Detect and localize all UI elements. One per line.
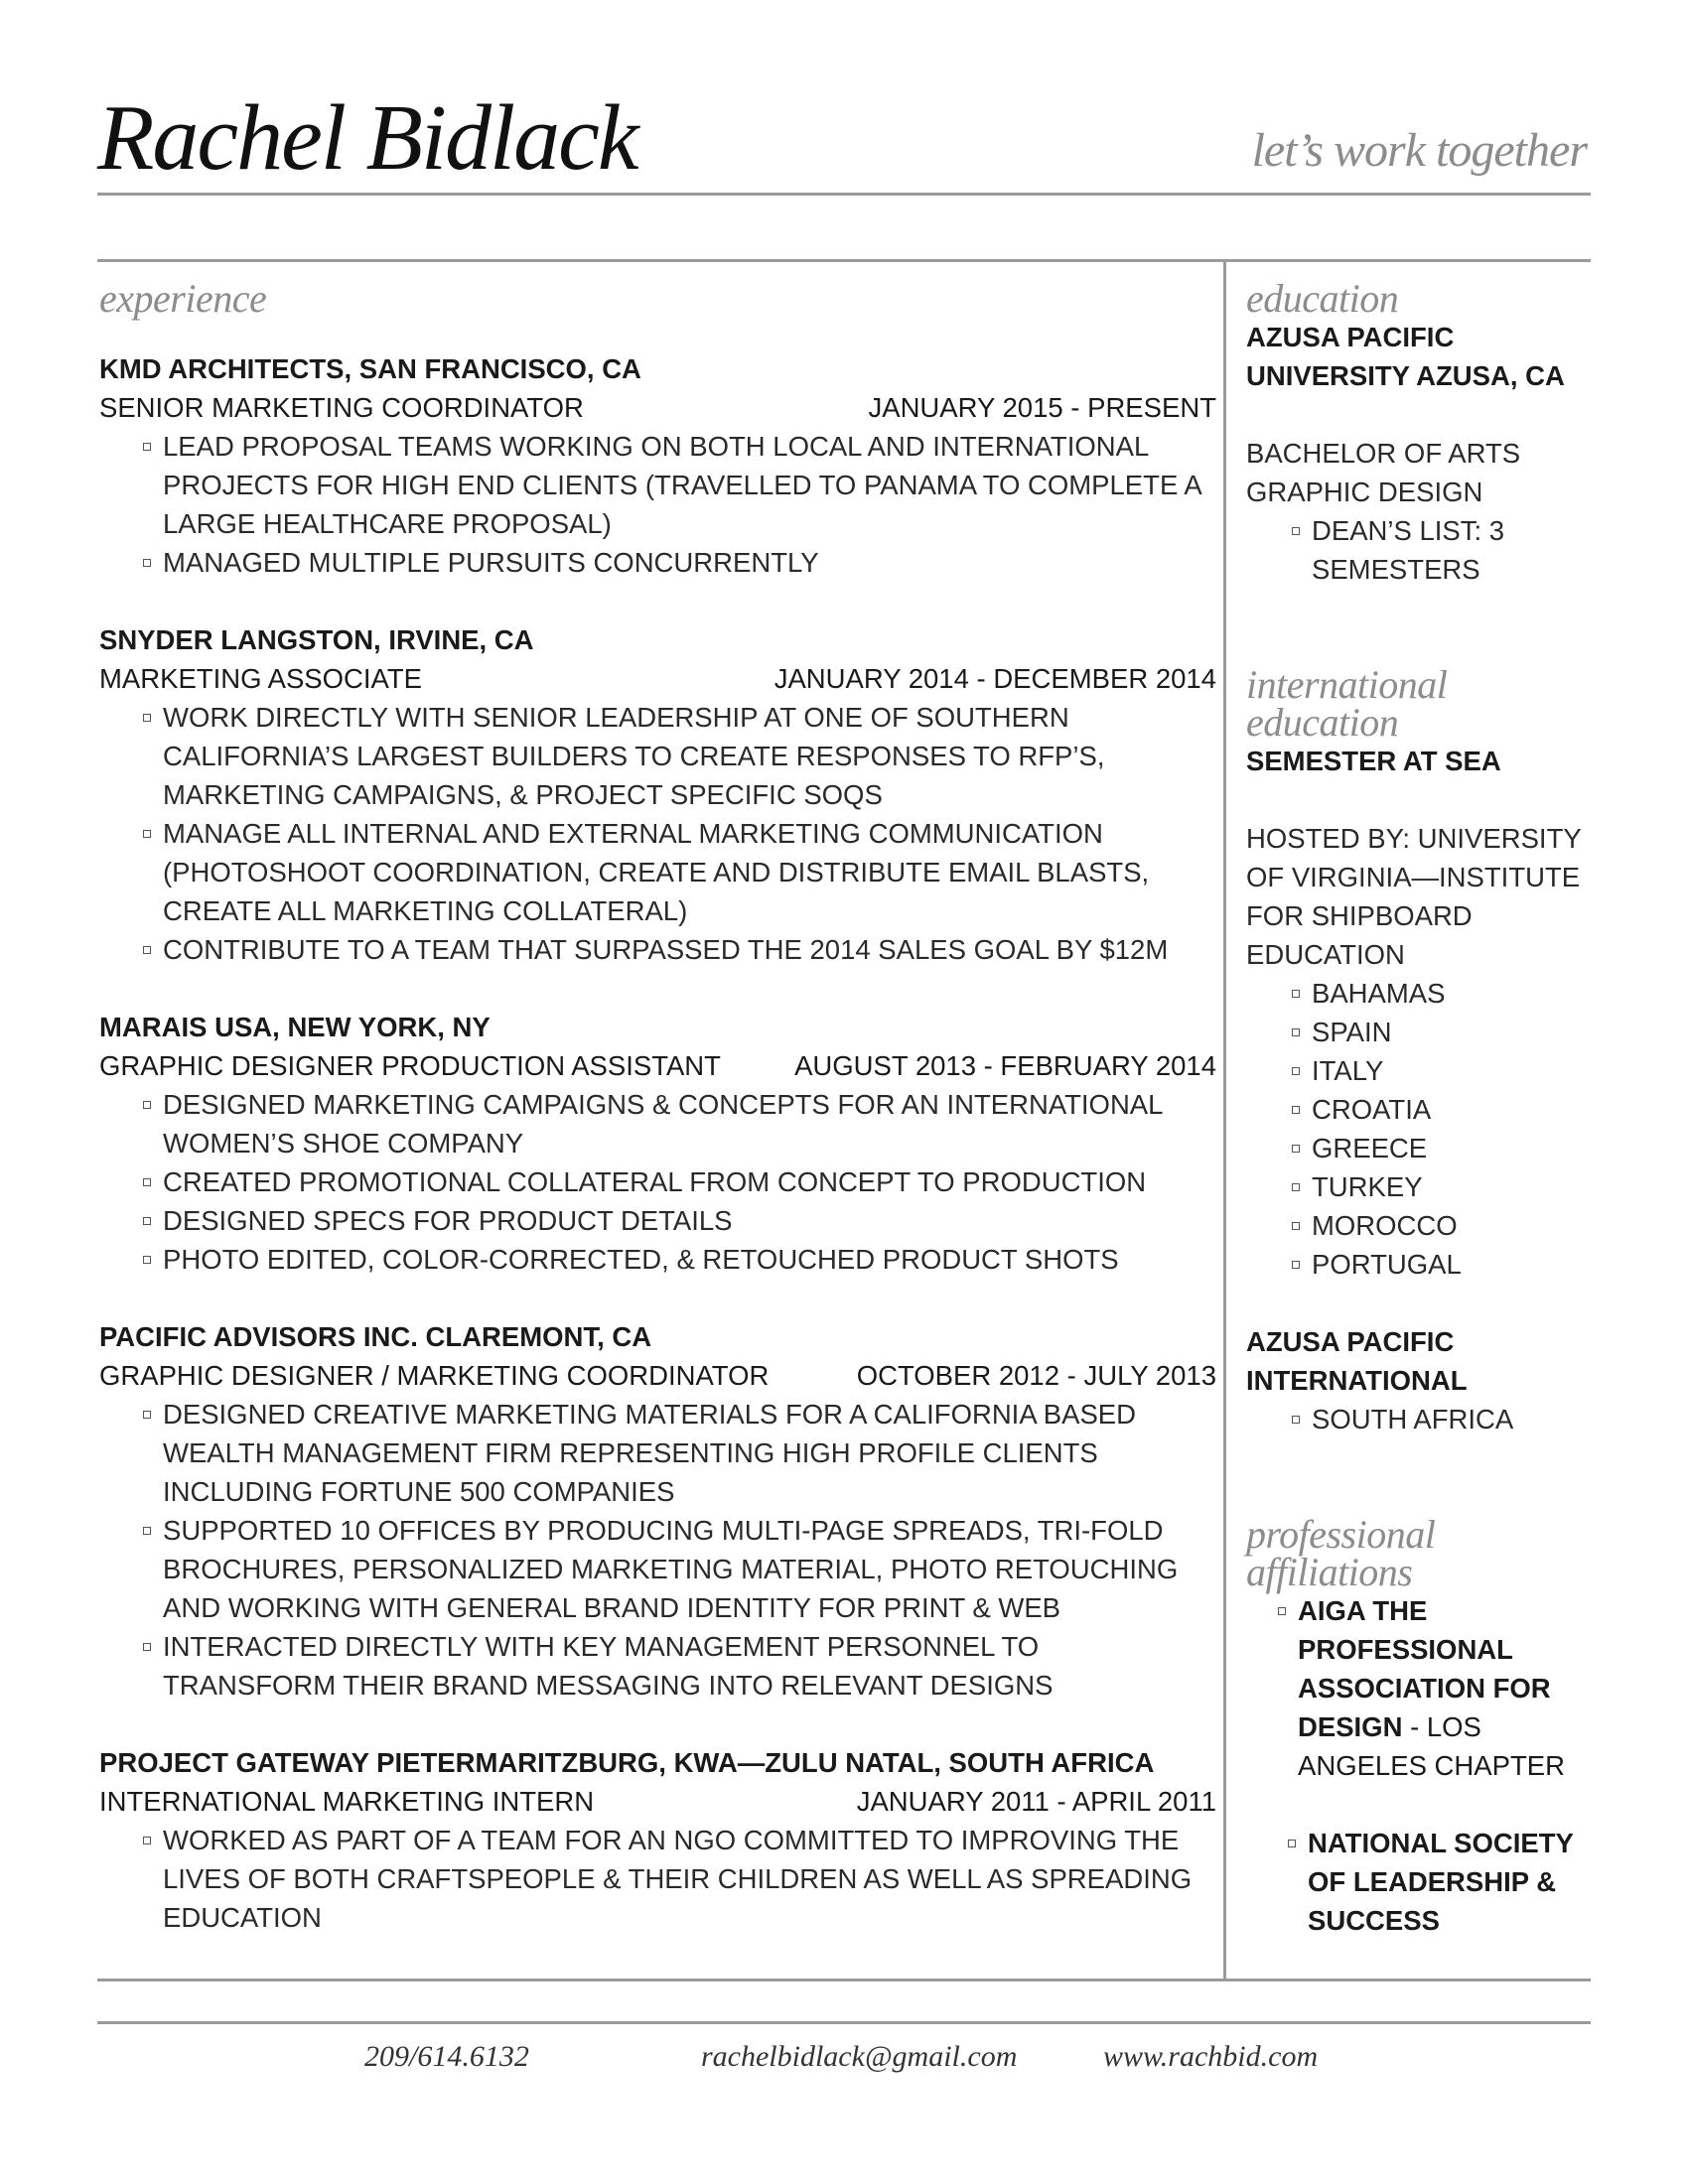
list-item: TURKEY (1290, 1167, 1594, 1206)
education-honors (1246, 511, 1594, 589)
affiliation-nsls (1246, 1824, 1594, 1940)
job-entry (99, 1008, 1216, 1279)
list-item: INTERACTED DIRECTLY WITH KEY MANAGEMENT PERSONNEL TO TRANSFORM THEIR BRAND MESSAGING INTO RELEVANT DESIGNS (141, 1627, 1216, 1705)
job-dates: JANUARY 2011 - APRIL 2011 (856, 1786, 1216, 1817)
list-item: GREECE (1290, 1129, 1594, 1167)
job-entry (99, 620, 1216, 969)
international-heading-line2: education (1246, 700, 1399, 745)
job-duties (99, 1821, 1216, 1937)
international-program-2: AZUSA PACIFIC INTERNATIONAL (1246, 1326, 1468, 1396)
email-link[interactable]: rachelbidlack@gmail.com (701, 2040, 1018, 2073)
job-company: KMD ARCHITECTS, SAN FRANCISCO, CA (99, 353, 641, 384)
body-bottom-divider (97, 1979, 1591, 1981)
international-host: HOSTED BY: UNIVERSITY OF VIRGINIA—INSTITUTE FOR SHIPBOARD EDUCATION (1246, 823, 1582, 970)
job-dates: JANUARY 2015 - PRESENT (868, 392, 1216, 423)
list-item: DESIGNED CREATIVE MARKETING MATERIALS FOR A CALIFORNIA BASED WEALTH MANAGEMENT FIRM REPRESENTING HIGH PROFILE CLIENTS INCLUDING FORTUNE 500 COMPANIES (141, 1395, 1216, 1511)
list-item: ITALY (1290, 1051, 1594, 1090)
job-duties (99, 1085, 1216, 1279)
list-item: PHOTO EDITED, COLOR-CORRECTED, & RETOUCHED PRODUCT SHOTS (141, 1240, 1216, 1279)
list-item: MANAGED MULTIPLE PURSUITS CONCURRENTLY (141, 543, 1216, 582)
contact-footer (0, 2040, 1688, 2080)
list-item: CROATIA (1290, 1090, 1594, 1129)
footer-divider (97, 2021, 1591, 2024)
affiliations-heading-line2: affiliations (1246, 1550, 1413, 1594)
experience-heading: experience (99, 276, 267, 321)
job-company: MARAIS USA, NEW YORK, NY (99, 1012, 491, 1042)
job-company: SNYDER LANGSTON, IRVINE, CA (99, 624, 534, 655)
list-item: BAHAMAS (1290, 974, 1594, 1013)
affiliation-nsls-name: NATIONAL SOCIETY OF LEADERSHIP & SUCCESS (1288, 1824, 1594, 1940)
affiliation-aiga (1246, 1591, 1594, 1785)
list-item: WORKED AS PART OF A TEAM FOR AN NGO COMMITTED TO IMPROVING THE LIVES OF BOTH CRAFTSPEOPLE & THEIR CHILDREN AS WELL AS SPREADING EDUCATION (141, 1821, 1216, 1937)
header-divider (97, 193, 1591, 196)
job-company: PROJECT GATEWAY PIETERMARITZBURG, KWA—ZULU NATAL, SOUTH AFRICA (99, 1747, 1155, 1778)
country-list-2 (1246, 1400, 1594, 1438)
tagline: let’s work together (1251, 124, 1587, 177)
list-item: DEAN’S LIST: 3 SEMESTERS (1290, 511, 1594, 589)
job-title: GRAPHIC DESIGNER / MARKETING COORDINATOR (99, 1360, 770, 1391)
job-list (99, 349, 1216, 1937)
affiliations-heading-line1: professional (1246, 1512, 1436, 1557)
list-item: PORTUGAL (1290, 1245, 1594, 1284)
affiliation-aiga-chapter: - LOS ANGELES CHAPTER (1298, 1711, 1565, 1781)
job-dates: JANUARY 2014 - DECEMBER 2014 (774, 663, 1216, 694)
list-item: SOUTH AFRICA (1290, 1400, 1594, 1438)
list-item: SUPPORTED 10 OFFICES BY PRODUCING MULTI-PAGE SPREADS, TRI-FOLD BROCHURES, PERSONALIZED MARKETING MATERIAL, PHOTO RETOUCHING AND WORKING WITH GENERAL BRAND IDENTITY FOR PRINT & WEB (141, 1511, 1216, 1627)
list-item: CONTRIBUTE TO A TEAM THAT SURPASSED THE 2014 SALES GOAL BY $12M (141, 930, 1216, 969)
job-title: GRAPHIC DESIGNER PRODUCTION ASSISTANT (99, 1050, 721, 1081)
job-role-row (99, 1046, 1216, 1085)
body-top-divider (97, 259, 1591, 262)
job-entry (99, 349, 1216, 582)
job-title: MARKETING ASSOCIATE (99, 663, 422, 694)
job-dates: AUGUST 2013 - FEBRUARY 2014 (794, 1050, 1216, 1081)
job-duties (99, 698, 1216, 969)
list-item: LEAD PROPOSAL TEAMS WORKING ON BOTH LOCAL AND INTERNATIONAL PROJECTS FOR HIGH END CLIENTS (TRAVELLED TO PANAMA TO COMPLETE A LARGE HEALTHCARE PROPOSAL) (141, 427, 1216, 543)
job-entry (99, 1743, 1216, 1937)
job-role-row (99, 659, 1216, 698)
list-item: DESIGNED SPECS FOR PRODUCT DETAILS (141, 1201, 1216, 1240)
list-item: WORK DIRECTLY WITH SENIOR LEADERSHIP AT ONE OF SOUTHERN CALIFORNIA’S LARGEST BUILDERS TO CREATE RESPONSES TO RFP’S, MARKETING CAMPAIGNS, & PROJECT SPECIFIC SOQS (141, 698, 1216, 814)
education-degree: BACHELOR OF ARTS GRAPHIC DESIGN (1246, 438, 1521, 507)
job-role-row (99, 1782, 1216, 1821)
list-item: SPAIN (1290, 1013, 1594, 1051)
job-title: INTERNATIONAL MARKETING INTERN (99, 1786, 595, 1817)
country-list (1246, 974, 1594, 1284)
international-program: SEMESTER AT SEA (1246, 746, 1501, 776)
job-dates: OCTOBER 2012 - JULY 2013 (856, 1360, 1216, 1391)
job-title: SENIOR MARKETING COORDINATOR (99, 392, 584, 423)
affiliation-aiga-name: AIGA THE PROFESSIONAL ASSOCIATION FOR DESIGN (1298, 1595, 1551, 1742)
international-heading-line1: international (1246, 662, 1448, 707)
list-item: MOROCCO (1290, 1206, 1594, 1245)
job-entry (99, 1317, 1216, 1705)
resume-name: Rachel Bidlack (97, 86, 637, 190)
education-school: AZUSA PACIFIC UNIVERSITY AZUSA, CA (1246, 322, 1565, 391)
list-item: DESIGNED MARKETING CAMPAIGNS & CONCEPTS FOR AN INTERNATIONAL WOMEN’S SHOE COMPANY (141, 1085, 1216, 1162)
website-link[interactable]: www.rachbid.com (1103, 2040, 1319, 2073)
experience-section (99, 276, 1216, 1976)
sidebar (1246, 276, 1594, 1940)
education-heading: education (1246, 276, 1399, 321)
job-company: PACIFIC ADVISORS INC. CLAREMONT, CA (99, 1321, 652, 1352)
job-role-row (99, 388, 1216, 427)
job-duties (99, 1395, 1216, 1705)
job-role-row (99, 1356, 1216, 1395)
job-duties (99, 427, 1216, 582)
list-item: MANAGE ALL INTERNAL AND EXTERNAL MARKETING COMMUNICATION (PHOTOSHOOT COORDINATION, CREATE AND DISTRIBUTE EMAIL BLASTS, CREATE ALL MARKETING COLLATERAL) (141, 814, 1216, 930)
list-item: CREATED PROMOTIONAL COLLATERAL FROM CONCEPT TO PRODUCTION (141, 1162, 1216, 1201)
phone-number: 209/614.6132 (364, 2040, 529, 2073)
column-divider (1223, 260, 1226, 1979)
